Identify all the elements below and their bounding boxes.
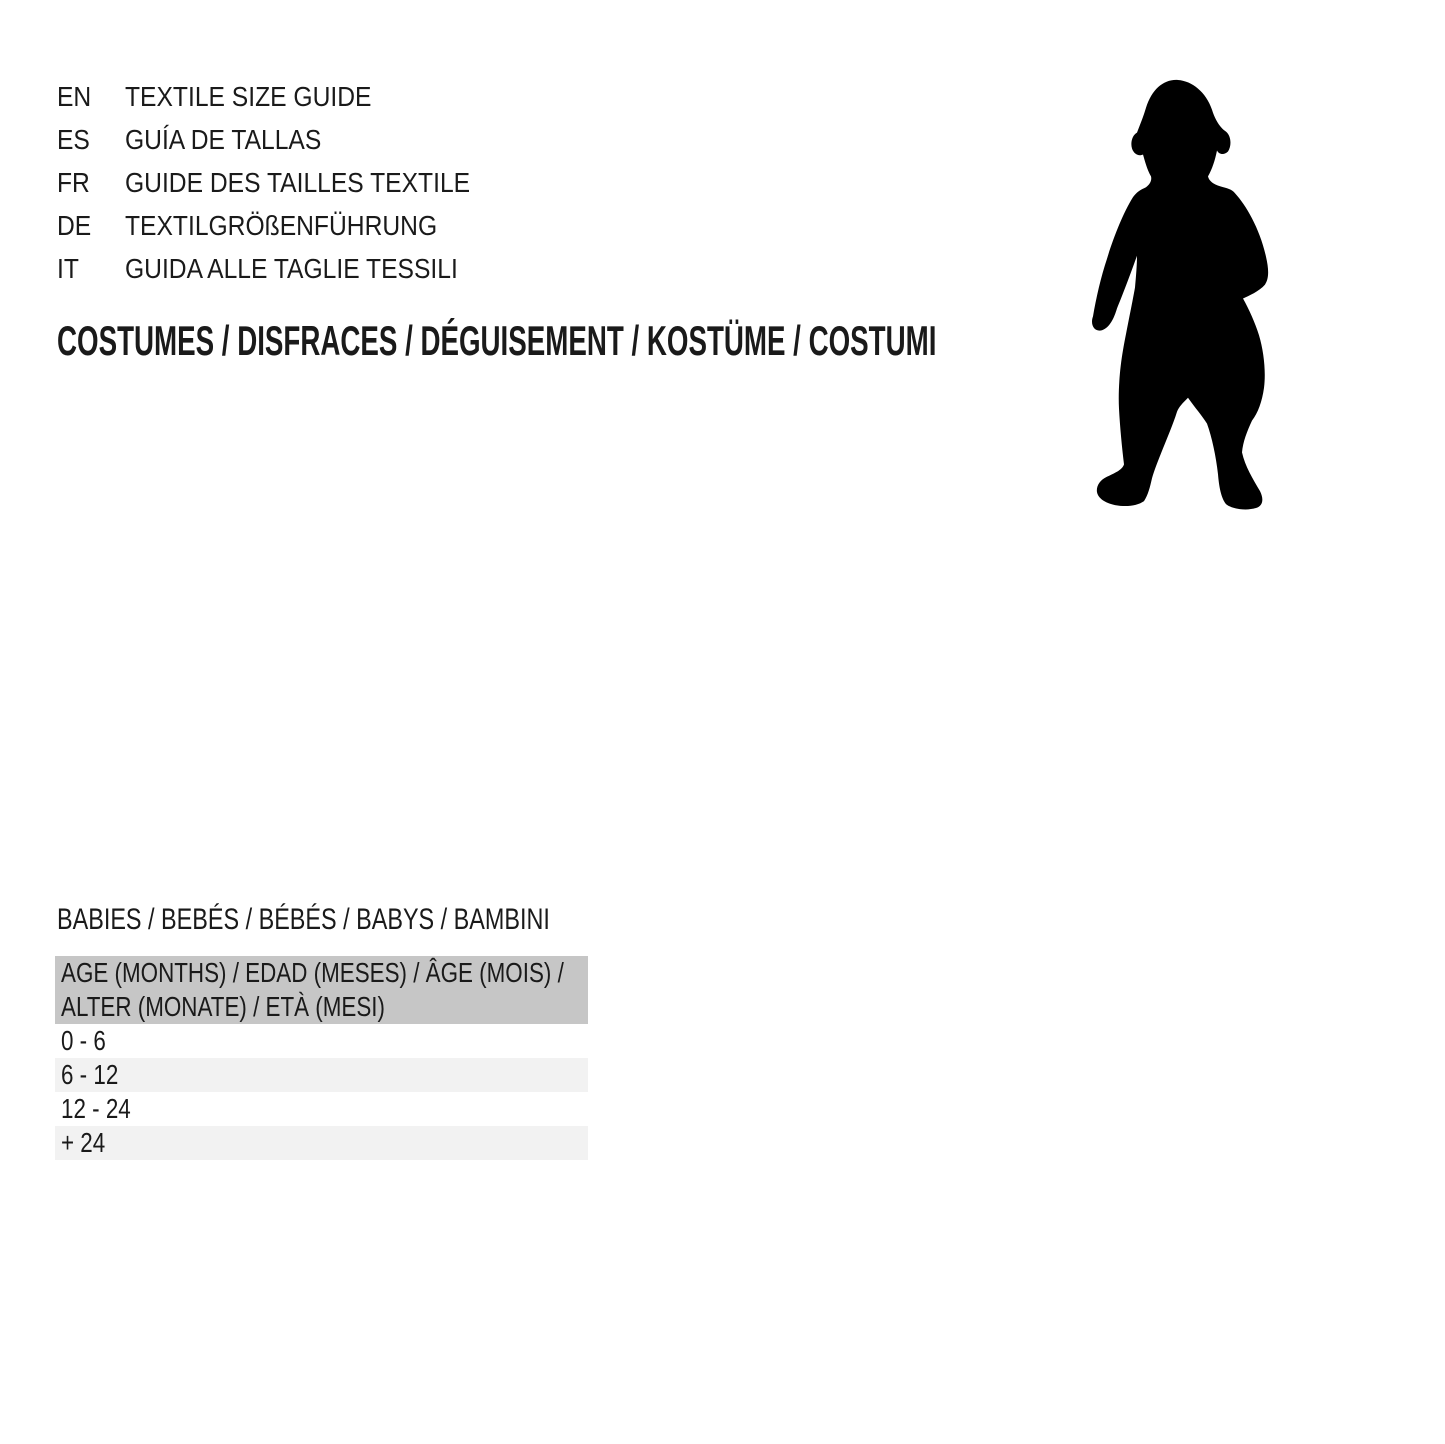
section-heading-text: BABIES / BEBÉS / BÉBÉS / BABYS / BAMBINI <box>57 903 550 936</box>
table-row <box>55 1024 588 1058</box>
table-row <box>55 1058 588 1092</box>
table-row <box>55 1126 588 1160</box>
language-code: EN <box>57 81 92 112</box>
age-range-value: 12 - 24 <box>61 1093 131 1124</box>
list-item <box>57 247 517 290</box>
table-header <box>55 956 588 1024</box>
list-item <box>57 161 517 204</box>
list-item <box>57 204 517 247</box>
category-line-text: COSTUMES / DISFRACES / DÉGUISEMENT / KOSTÜME / COSTUMI <box>57 317 937 364</box>
language-code: ES <box>57 124 90 155</box>
age-range-value: + 24 <box>61 1127 106 1158</box>
list-item <box>57 118 517 161</box>
language-title: GUÍA DE TALLAS <box>125 124 322 155</box>
language-code: FR <box>57 167 90 198</box>
section-heading-babies <box>57 905 689 935</box>
age-range-value: 6 - 12 <box>61 1059 119 1090</box>
age-range-value: 0 - 6 <box>61 1025 106 1056</box>
baby-silhouette-shape <box>1092 80 1268 510</box>
language-code: IT <box>57 253 79 284</box>
baby-silhouette <box>1090 78 1270 515</box>
age-table <box>55 956 588 1160</box>
table-row <box>55 1092 588 1126</box>
table-header-line: ALTER (MONATE) / ETÀ (MESI) <box>61 991 385 1022</box>
table-header-line: AGE (MONTHS) / EDAD (MESES) / ÂGE (MOIS) / <box>61 957 564 988</box>
language-title: GUIDA ALLE TAGLIE TESSILI <box>125 253 458 284</box>
language-code: DE <box>57 210 92 241</box>
language-title: GUIDE DES TAILLES TEXTILE <box>125 167 471 198</box>
language-title-list <box>57 75 517 290</box>
language-title: TEXTILGRÖßENFÜHRUNG <box>125 210 438 241</box>
list-item <box>57 75 517 118</box>
language-title: TEXTILE SIZE GUIDE <box>125 81 372 112</box>
